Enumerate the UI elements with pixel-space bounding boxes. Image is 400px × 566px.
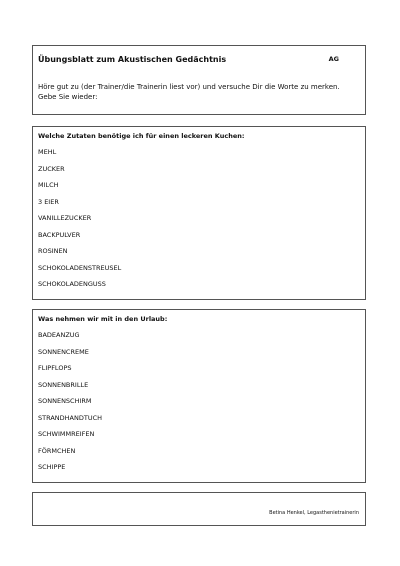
list-item: SONNENCREME [38, 347, 89, 356]
list-item: SONNENBRILLE [38, 380, 89, 389]
ingredients-box [32, 126, 366, 300]
worksheet-tag: AG [328, 55, 339, 63]
worksheet-title: Übungsblatt zum Akustischen Gedächtnis [38, 55, 227, 64]
list-item: SONNENSCHIRM [38, 397, 92, 405]
list-item: STRANDHANDTUCH [38, 413, 103, 422]
instructions-text: Höre gut zu (der Trainer/die Trainerin liest vor) und versuche Dir die Worte zu merken. Gebe Sie wieder: [38, 83, 340, 101]
list-item: MEHL [38, 148, 57, 156]
list-item: ROSINEN [38, 247, 68, 255]
list-item: BADEANZUG [38, 331, 80, 339]
list-item: ZUCKER [38, 164, 65, 173]
author-signature: Betina Henkel, Legasthenietrainerin [269, 510, 359, 516]
footer-box [32, 492, 366, 526]
list-item: FÖRMCHEN [38, 446, 76, 455]
list-item: FLIPFLOPS [38, 364, 72, 372]
list-item: SCHOKOLADENSTREUSEL [38, 263, 122, 272]
header-box [32, 45, 366, 115]
ingredients-list [38, 148, 121, 297]
vacation-box [32, 309, 366, 483]
ingredients-heading: Welche Zutaten benötige ich für einen leckeren Kuchen: [38, 132, 245, 140]
list-item: SCHOKOLADENGUSS [38, 280, 106, 288]
list-item: 3 EIER [38, 197, 59, 206]
list-item: SCHIPPE [38, 463, 66, 471]
list-item: MILCH [38, 181, 59, 189]
vacation-list [38, 331, 102, 480]
vacation-heading: Was nehmen wir mit in den Urlaub: [38, 315, 168, 323]
list-item: BACKPULVER [38, 230, 81, 239]
list-item: SCHWIMMREIFEN [38, 430, 95, 438]
list-item: VANILLEZUCKER [38, 214, 92, 222]
